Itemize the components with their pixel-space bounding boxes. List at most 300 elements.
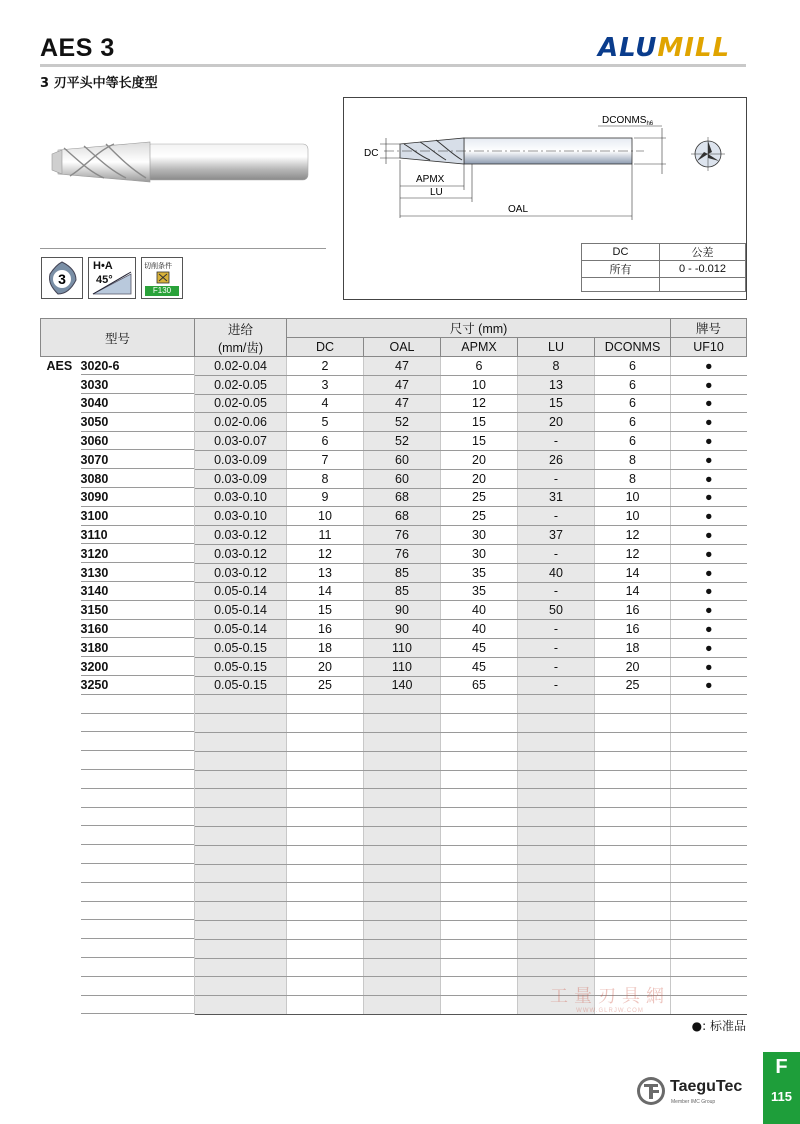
section-letter: F — [775, 1056, 788, 1078]
oal-cell: 68 — [364, 488, 441, 507]
table-row — [41, 507, 747, 526]
model-code: 3020-6 — [80, 359, 120, 374]
table-row — [41, 394, 747, 413]
feed-cell — [195, 864, 287, 883]
lu-cell — [518, 789, 595, 808]
oal-cell — [364, 695, 441, 714]
apmx-cell: 25 — [441, 488, 518, 507]
model-code: 3040 — [80, 396, 109, 411]
empty-row — [41, 714, 747, 733]
model-code: 3250 — [80, 678, 109, 693]
apmx-cell: 45 — [441, 638, 518, 657]
dc-cell — [287, 883, 364, 902]
dc-cell — [287, 732, 364, 751]
lu-cell — [518, 808, 595, 827]
table-row — [41, 638, 747, 657]
feed-cell: 0.03-0.12 — [195, 563, 287, 582]
photo-divider — [40, 248, 326, 249]
model-code: 3110 — [80, 528, 108, 543]
feed-cell — [195, 958, 287, 977]
model-cell — [41, 920, 195, 939]
stock-cell: ● — [671, 469, 747, 488]
dc-cell: 9 — [287, 488, 364, 507]
model-cell — [41, 488, 195, 507]
model-code: 3050 — [80, 415, 109, 430]
lu-cell — [518, 714, 595, 733]
oal-cell — [364, 920, 441, 939]
apmx-cell: 20 — [441, 450, 518, 469]
empty-row — [41, 732, 747, 751]
apmx-cell — [441, 845, 518, 864]
feed-cell: 0.05-0.14 — [195, 582, 287, 601]
oal-cell — [364, 883, 441, 902]
feed-cell — [195, 902, 287, 921]
stock-cell — [671, 864, 747, 883]
model-cell — [41, 620, 195, 639]
dc-cell — [287, 826, 364, 845]
feed-cell — [195, 695, 287, 714]
model-cell — [41, 714, 195, 733]
empty-row — [41, 770, 747, 789]
stock-cell: ● — [671, 657, 747, 676]
model-code: 3130 — [80, 565, 109, 580]
model-cell — [41, 526, 195, 545]
dconms-cell: 10 — [595, 507, 671, 526]
section-tab — [763, 1052, 800, 1124]
dc-cell — [287, 770, 364, 789]
oal-cell — [364, 826, 441, 845]
lu-cell: - — [518, 507, 595, 526]
dconms-cell: 12 — [595, 526, 671, 545]
table-row — [41, 582, 747, 601]
oal-cell: 60 — [364, 450, 441, 469]
feed-cell: 0.05-0.14 — [195, 601, 287, 620]
model-code: 3090 — [80, 490, 109, 505]
header-grade: 牌号 — [671, 319, 747, 338]
stock-cell — [671, 939, 747, 958]
three-flute-icon — [41, 257, 83, 299]
end-mill-photo — [50, 132, 312, 190]
table-row — [41, 450, 747, 469]
oal-cell — [364, 996, 441, 1015]
model-cell — [41, 375, 195, 394]
apmx-cell: 15 — [441, 432, 518, 451]
dconms-cell — [595, 920, 671, 939]
stock-cell: ● — [671, 413, 747, 432]
model-code: 3080 — [80, 471, 109, 486]
model-code: 3140 — [80, 584, 109, 599]
model-cell — [41, 770, 195, 789]
apmx-cell: 35 — [441, 563, 518, 582]
stock-cell: ● — [671, 450, 747, 469]
model-cell — [41, 582, 195, 601]
model-code: 3100 — [80, 509, 109, 524]
stock-cell — [671, 789, 747, 808]
dc-cell: 15 — [287, 601, 364, 620]
stock-cell: ● — [671, 544, 747, 563]
spec-table — [40, 318, 747, 1015]
dconms-cell: 16 — [595, 601, 671, 620]
lu-cell: - — [518, 432, 595, 451]
oal-cell: 60 — [364, 469, 441, 488]
dconms-cell — [595, 902, 671, 921]
lu-cell — [518, 845, 595, 864]
apmx-cell: 35 — [441, 582, 518, 601]
dc-cell — [287, 751, 364, 770]
oal-cell: 110 — [364, 657, 441, 676]
dconms-cell: 6 — [595, 375, 671, 394]
apmx-cell — [441, 770, 518, 789]
header-apmx: APMX — [441, 338, 518, 357]
feed-cell: 0.05-0.15 — [195, 638, 287, 657]
watermark — [540, 948, 680, 1014]
feed-cell: 0.03-0.10 — [195, 507, 287, 526]
dc-cell: 7 — [287, 450, 364, 469]
dc-cell: 13 — [287, 563, 364, 582]
header-oal: OAL — [364, 338, 441, 357]
apmx-cell — [441, 695, 518, 714]
lu-cell — [518, 883, 595, 902]
table-row — [41, 469, 747, 488]
dc-cell — [287, 958, 364, 977]
oal-cell: 90 — [364, 620, 441, 639]
oal-cell: 47 — [364, 375, 441, 394]
tolerance-cell: 0 - -0.012 — [660, 261, 746, 278]
dconms-cell — [595, 770, 671, 789]
table-row — [41, 676, 747, 695]
stock-cell — [671, 958, 747, 977]
feed-cell — [195, 845, 287, 864]
lu-cell: - — [518, 544, 595, 563]
dc-cell: 3 — [287, 375, 364, 394]
stock-cell — [671, 920, 747, 939]
dconms-cell: 6 — [595, 394, 671, 413]
stock-cell — [671, 845, 747, 864]
feed-cell: 0.03-0.12 — [195, 526, 287, 545]
dc-cell — [287, 845, 364, 864]
model-cell — [41, 544, 195, 563]
oal-cell — [364, 751, 441, 770]
helix-angle-value: 45° — [96, 274, 113, 286]
table-row — [41, 544, 747, 563]
empty-row — [41, 826, 747, 845]
apmx-cell: 6 — [441, 357, 518, 376]
alumill-logo: ALUMILL — [598, 33, 731, 63]
apmx-cell: 30 — [441, 544, 518, 563]
dconms-cell: 10 — [595, 488, 671, 507]
page-subtitle: 3 刃平头中等长度型 — [40, 76, 158, 91]
dc-cell: 25 — [287, 676, 364, 695]
tolerance-cell — [660, 278, 746, 292]
dc-cell: 16 — [287, 620, 364, 639]
feed-cell — [195, 751, 287, 770]
lu-cell: 50 — [518, 601, 595, 620]
dconms-cell: 8 — [595, 469, 671, 488]
model-code: 3160 — [80, 622, 109, 637]
lu-cell: 40 — [518, 563, 595, 582]
apmx-cell — [441, 920, 518, 939]
helix-label: H•A — [93, 260, 113, 272]
lu-cell — [518, 826, 595, 845]
dconms-cell: 25 — [595, 676, 671, 695]
model-cell — [41, 864, 195, 883]
feed-cell — [195, 996, 287, 1015]
stock-cell — [671, 751, 747, 770]
apmx-cell — [441, 902, 518, 921]
lu-cell: 37 — [518, 526, 595, 545]
oal-cell: 47 — [364, 394, 441, 413]
empty-row — [41, 695, 747, 714]
legend-text: : 标准品 — [702, 1019, 746, 1033]
dconms-cell: 8 — [595, 450, 671, 469]
oal-cell: 90 — [364, 601, 441, 620]
table-row — [41, 432, 747, 451]
stock-cell: ● — [671, 526, 747, 545]
apmx-cell — [441, 751, 518, 770]
dc-cell: 20 — [287, 657, 364, 676]
model-cell — [41, 958, 195, 977]
stock-cell: ● — [671, 394, 747, 413]
empty-row — [41, 808, 747, 827]
lu-cell: 13 — [518, 375, 595, 394]
dconms-cell: 6 — [595, 413, 671, 432]
model-code: 3180 — [80, 640, 109, 655]
feed-cell: 0.03-0.07 — [195, 432, 287, 451]
apmx-cell — [441, 939, 518, 958]
stock-cell: ● — [671, 676, 747, 695]
model-cell — [41, 939, 195, 958]
dconms-cell: 20 — [595, 657, 671, 676]
dconms-cell — [595, 808, 671, 827]
lu-cell — [518, 902, 595, 921]
model-cell — [41, 902, 195, 921]
stock-cell: ● — [671, 432, 747, 451]
feed-cell: 0.05-0.15 — [195, 657, 287, 676]
tolerance-table — [581, 243, 746, 292]
cutting-condition-label: 切削条件 — [144, 262, 172, 270]
dc-cell: 4 — [287, 394, 364, 413]
model-cell — [41, 996, 195, 1015]
model-cell — [41, 432, 195, 451]
cutter-icon — [143, 271, 183, 285]
model-cell — [41, 601, 195, 620]
model-cell — [41, 676, 195, 695]
apmx-cell: 10 — [441, 375, 518, 394]
header-dc: DC — [287, 338, 364, 357]
apmx-cell — [441, 714, 518, 733]
legend — [692, 1017, 746, 1034]
feed-cell: 0.02-0.05 — [195, 375, 287, 394]
feed-cell — [195, 789, 287, 808]
oal-cell: 110 — [364, 638, 441, 657]
legend-symbol: ● — [691, 1019, 703, 1033]
header-dimensions: 尺寸 (mm) — [287, 319, 671, 338]
oal-cell — [364, 770, 441, 789]
empty-row — [41, 883, 747, 902]
empty-row — [41, 902, 747, 921]
table-row — [41, 488, 747, 507]
stock-cell: ● — [671, 357, 747, 376]
stock-cell — [671, 826, 747, 845]
model-code: 3200 — [80, 659, 109, 674]
empty-row — [41, 751, 747, 770]
lu-label: LU — [430, 187, 443, 198]
stock-cell: ● — [671, 375, 747, 394]
feed-cell — [195, 826, 287, 845]
stock-cell: ● — [671, 488, 747, 507]
model-cell — [41, 638, 195, 657]
lu-cell: 15 — [518, 394, 595, 413]
lu-cell — [518, 920, 595, 939]
stock-cell — [671, 732, 747, 751]
apmx-cell — [441, 732, 518, 751]
dconms-cell: 14 — [595, 582, 671, 601]
dc-cell: 11 — [287, 526, 364, 545]
dconms-cell — [595, 695, 671, 714]
dconms-cell: 14 — [595, 563, 671, 582]
lu-cell — [518, 751, 595, 770]
stock-cell: ● — [671, 601, 747, 620]
feed-cell: 0.03-0.12 — [195, 544, 287, 563]
apmx-cell — [441, 883, 518, 902]
model-code: 3030 — [80, 377, 109, 392]
dc-cell — [287, 996, 364, 1015]
feed-cell: 0.03-0.09 — [195, 450, 287, 469]
dc-cell: 2 — [287, 357, 364, 376]
table-row — [41, 620, 747, 639]
model-cell — [41, 563, 195, 582]
dconms-cell — [595, 789, 671, 808]
apmx-cell: 20 — [441, 469, 518, 488]
feed-cell: 0.02-0.06 — [195, 413, 287, 432]
table-row — [41, 375, 747, 394]
table-row — [41, 526, 747, 545]
tolerance-header-tol: 公差 — [660, 244, 746, 261]
header-grade-uf10: UF10 — [671, 338, 747, 357]
dc-cell — [287, 808, 364, 827]
model-code: 3060 — [80, 434, 109, 449]
dconms-cell — [595, 845, 671, 864]
dc-cell — [287, 977, 364, 996]
apmx-cell: 65 — [441, 676, 518, 695]
stock-cell: ● — [671, 582, 747, 601]
apmx-cell — [441, 826, 518, 845]
oal-cell — [364, 845, 441, 864]
feed-cell — [195, 714, 287, 733]
stock-cell — [671, 770, 747, 789]
feed-cell — [195, 770, 287, 789]
watermark-url: WWW.GLRJW.COM — [576, 1008, 644, 1014]
dc-cell: 10 — [287, 507, 364, 526]
apmx-cell — [441, 977, 518, 996]
dc-cell: 5 — [287, 413, 364, 432]
taegutec-emblem-icon — [636, 1076, 666, 1106]
feed-cell — [195, 732, 287, 751]
table-row — [41, 657, 747, 676]
feed-cell: 0.03-0.09 — [195, 469, 287, 488]
apmx-cell: 40 — [441, 620, 518, 639]
oal-cell: 85 — [364, 582, 441, 601]
apmx-label: APMX — [416, 174, 445, 185]
dc-cell: 8 — [287, 469, 364, 488]
model-cell — [41, 845, 195, 864]
dconms-cell: 12 — [595, 544, 671, 563]
model-cell — [41, 413, 195, 432]
tolerance-header-dc: DC — [582, 244, 660, 261]
empty-row — [41, 920, 747, 939]
oal-cell — [364, 939, 441, 958]
feed-cell: 0.03-0.10 — [195, 488, 287, 507]
lu-cell — [518, 770, 595, 789]
apmx-cell — [441, 958, 518, 977]
model-cell — [41, 732, 195, 751]
dc-cell — [287, 714, 364, 733]
lu-cell: 31 — [518, 488, 595, 507]
oal-cell: 47 — [364, 357, 441, 376]
apmx-cell: 40 — [441, 601, 518, 620]
dc-cell: 12 — [287, 544, 364, 563]
apmx-cell: 30 — [441, 526, 518, 545]
dconms-cell — [595, 714, 671, 733]
header-model: 型号 — [41, 319, 195, 357]
lu-cell: - — [518, 469, 595, 488]
oal-cell — [364, 789, 441, 808]
model-prefix: AES — [46, 359, 73, 374]
dconms-cell — [595, 864, 671, 883]
oal-cell: 76 — [364, 544, 441, 563]
lu-cell: - — [518, 657, 595, 676]
stock-cell — [671, 902, 747, 921]
lu-cell — [518, 695, 595, 714]
taegutec-name: TaeguTec — [670, 1078, 743, 1095]
dconms-cell: 6 — [595, 357, 671, 376]
dc-cell — [287, 920, 364, 939]
taegutec-sub: Member IMC Group — [671, 1099, 716, 1105]
dconms-cell — [595, 883, 671, 902]
feed-cell: 0.05-0.15 — [195, 676, 287, 695]
lu-cell: 26 — [518, 450, 595, 469]
feed-cell — [195, 808, 287, 827]
oal-cell — [364, 864, 441, 883]
lu-cell: 8 — [518, 357, 595, 376]
feed-cell: 0.02-0.04 — [195, 357, 287, 376]
lu-cell — [518, 864, 595, 883]
oal-cell — [364, 958, 441, 977]
table-row — [41, 563, 747, 582]
header-feed: 进给 (mm/齿) — [195, 319, 287, 357]
oal-cell — [364, 902, 441, 921]
oal-label: OAL — [508, 204, 529, 215]
oal-cell: 52 — [364, 432, 441, 451]
lu-cell: - — [518, 582, 595, 601]
model-cell — [41, 507, 195, 526]
dc-cell — [287, 939, 364, 958]
dc-cell — [287, 789, 364, 808]
apmx-cell: 15 — [441, 413, 518, 432]
title-divider — [40, 64, 746, 67]
oal-cell: 85 — [364, 563, 441, 582]
feed-cell: 0.02-0.05 — [195, 394, 287, 413]
dconms-label: $DCONMS_{h6}$ — [602, 115, 654, 127]
flute-count: 3 — [58, 271, 66, 287]
dc-cell: 14 — [287, 582, 364, 601]
dconms-cell: 16 — [595, 620, 671, 639]
model-cell — [41, 977, 195, 996]
apmx-cell — [441, 864, 518, 883]
oal-cell — [364, 808, 441, 827]
dconms-cell: 18 — [595, 638, 671, 657]
feed-cell: 0.05-0.14 — [195, 620, 287, 639]
